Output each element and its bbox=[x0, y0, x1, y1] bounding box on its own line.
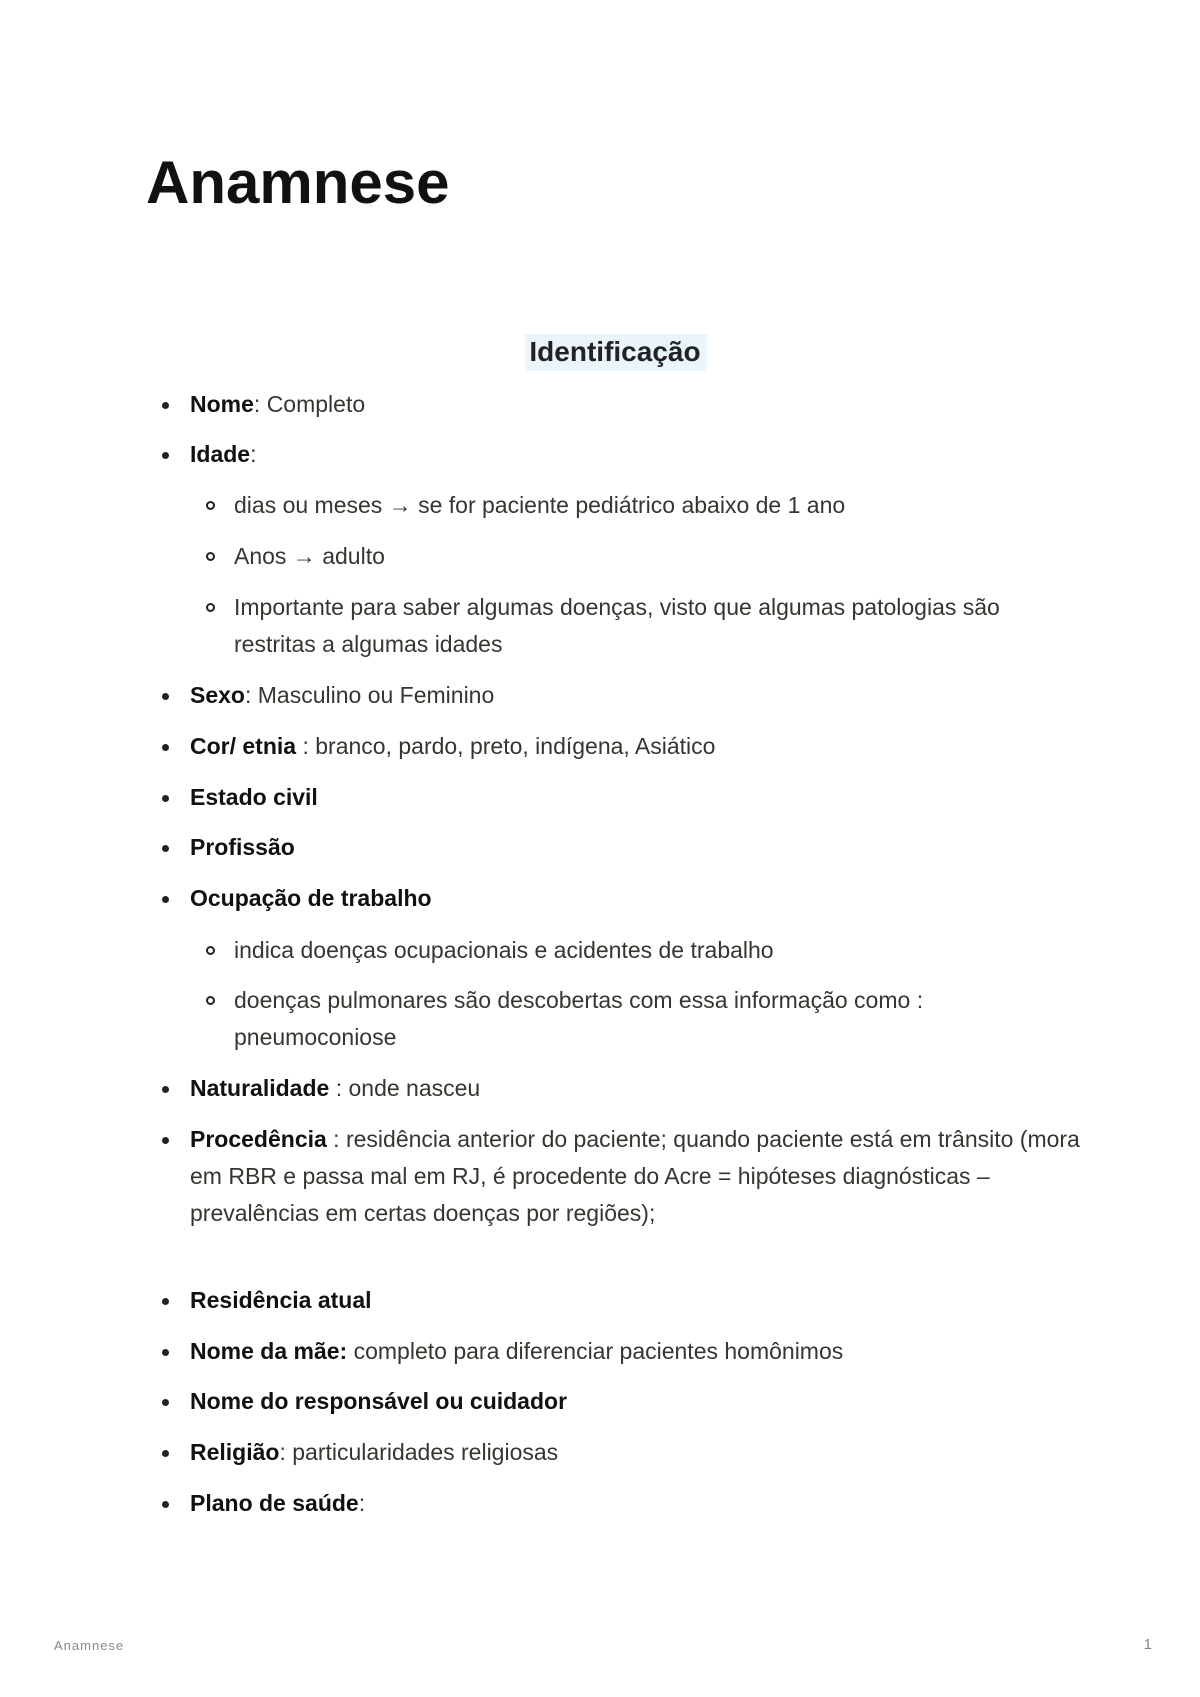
bullet-icon bbox=[162, 1086, 169, 1093]
item-label: Nome da mãe: bbox=[190, 1338, 348, 1364]
item-separator: : bbox=[326, 1126, 346, 1152]
bullet-icon bbox=[162, 845, 169, 852]
item-separator: : bbox=[329, 1075, 349, 1101]
item-text: particularidades religiosas bbox=[292, 1439, 559, 1465]
bullet-icon bbox=[162, 1450, 169, 1457]
sub-item bbox=[234, 487, 1074, 524]
list-item-nome bbox=[190, 386, 1090, 423]
page-title: Anamnese bbox=[146, 149, 450, 216]
item-label: Procedência bbox=[190, 1126, 327, 1152]
list-item-idade bbox=[190, 436, 1090, 473]
item-text: Completo bbox=[266, 391, 366, 417]
bullet-icon bbox=[162, 693, 169, 700]
item-text: residência anterior do paciente; quando paciente está em trânsito (mora em RBR e passa mal em RJ, é procedente do Acre = hipóteses diagnósticas – bbox=[190, 1126, 1080, 1189]
list-item-nome-mae bbox=[190, 1333, 1090, 1370]
bullet-icon bbox=[162, 1298, 169, 1305]
bullet-icon bbox=[162, 896, 169, 903]
item-separator: : bbox=[244, 682, 258, 708]
sub-item-text: dias ou meses → se for paciente pediátrico abaixo de 1 ano bbox=[234, 492, 846, 518]
bullet-icon bbox=[162, 1399, 169, 1406]
hollow-bullet-icon bbox=[206, 996, 215, 1005]
section-heading-wrap bbox=[146, 334, 1086, 371]
bullet-icon bbox=[162, 402, 169, 409]
item-separator: : bbox=[250, 441, 257, 467]
item-label: Profissão bbox=[190, 834, 295, 860]
list-item-responsavel bbox=[190, 1383, 1090, 1420]
sub-item bbox=[234, 538, 1074, 575]
item-text-continued: prevalências em certas doenças por regiões); bbox=[190, 1200, 656, 1226]
list-item-ocupacao bbox=[190, 880, 1090, 917]
item-separator: : bbox=[358, 1490, 366, 1516]
item-separator: : bbox=[296, 733, 316, 759]
item-label: Residência atual bbox=[190, 1287, 372, 1313]
list-item-religiao bbox=[190, 1434, 1090, 1471]
item-separator: : bbox=[253, 391, 267, 417]
bullet-icon bbox=[162, 1349, 169, 1356]
list-item-naturalidade bbox=[190, 1070, 1090, 1107]
list-item-cor-etnia bbox=[190, 728, 1090, 765]
hollow-bullet-icon bbox=[206, 603, 215, 612]
item-label: Cor/ etnia bbox=[190, 733, 297, 759]
list-item-procedencia bbox=[190, 1121, 1090, 1232]
item-label: Nome bbox=[190, 391, 254, 417]
sub-item-text: Importante para saber algumas doenças, visto que algumas patologias são restritas a algumas idades bbox=[234, 594, 1000, 657]
item-separator: : bbox=[279, 1439, 293, 1465]
item-label: Naturalidade bbox=[190, 1075, 330, 1101]
item-label: Plano de saúde bbox=[190, 1490, 359, 1516]
bullet-icon bbox=[162, 452, 169, 459]
list-item-estado-civil bbox=[190, 779, 1090, 816]
hollow-bullet-icon bbox=[206, 946, 215, 955]
bullet-icon bbox=[162, 744, 169, 751]
hollow-bullet-icon bbox=[206, 552, 215, 561]
section-heading: Identificação bbox=[525, 334, 706, 371]
sub-item bbox=[234, 932, 1074, 969]
bullet-icon bbox=[162, 1137, 169, 1144]
list-item-residencia bbox=[190, 1282, 1090, 1319]
sub-item bbox=[234, 982, 1074, 1056]
item-text: branco, pardo, preto, indígena, Asiático bbox=[315, 733, 716, 759]
sub-item-text: Anos → adulto bbox=[234, 543, 385, 569]
item-label: Religião bbox=[190, 1439, 280, 1465]
hollow-bullet-icon bbox=[206, 501, 215, 510]
item-text: onde nasceu bbox=[348, 1075, 481, 1101]
sub-item bbox=[234, 589, 1074, 663]
item-label: Nome do responsável ou cuidador bbox=[190, 1388, 568, 1414]
sub-item-text: doenças pulmonares são descobertas com essa informação como : pneumoconiose bbox=[234, 987, 924, 1050]
bullet-icon bbox=[162, 1501, 169, 1508]
list-item-profissao bbox=[190, 829, 1090, 866]
footer-page-number: 1 bbox=[1143, 1636, 1152, 1653]
list-item-sexo bbox=[190, 677, 1090, 714]
sub-item-text: indica doenças ocupacionais e acidentes de trabalho bbox=[234, 937, 774, 963]
footer-doc-name: Anamnese bbox=[54, 1638, 125, 1653]
item-label: Idade bbox=[190, 441, 251, 467]
item-label: Ocupação de trabalho bbox=[190, 885, 432, 911]
bullet-icon bbox=[162, 795, 169, 802]
item-label: Sexo bbox=[190, 682, 245, 708]
item-text: completo para diferenciar pacientes homônimos bbox=[353, 1338, 844, 1364]
item-text: Masculino ou Feminino bbox=[257, 682, 495, 708]
list-item-plano-saude bbox=[190, 1485, 1090, 1522]
item-label: Estado civil bbox=[190, 784, 318, 810]
